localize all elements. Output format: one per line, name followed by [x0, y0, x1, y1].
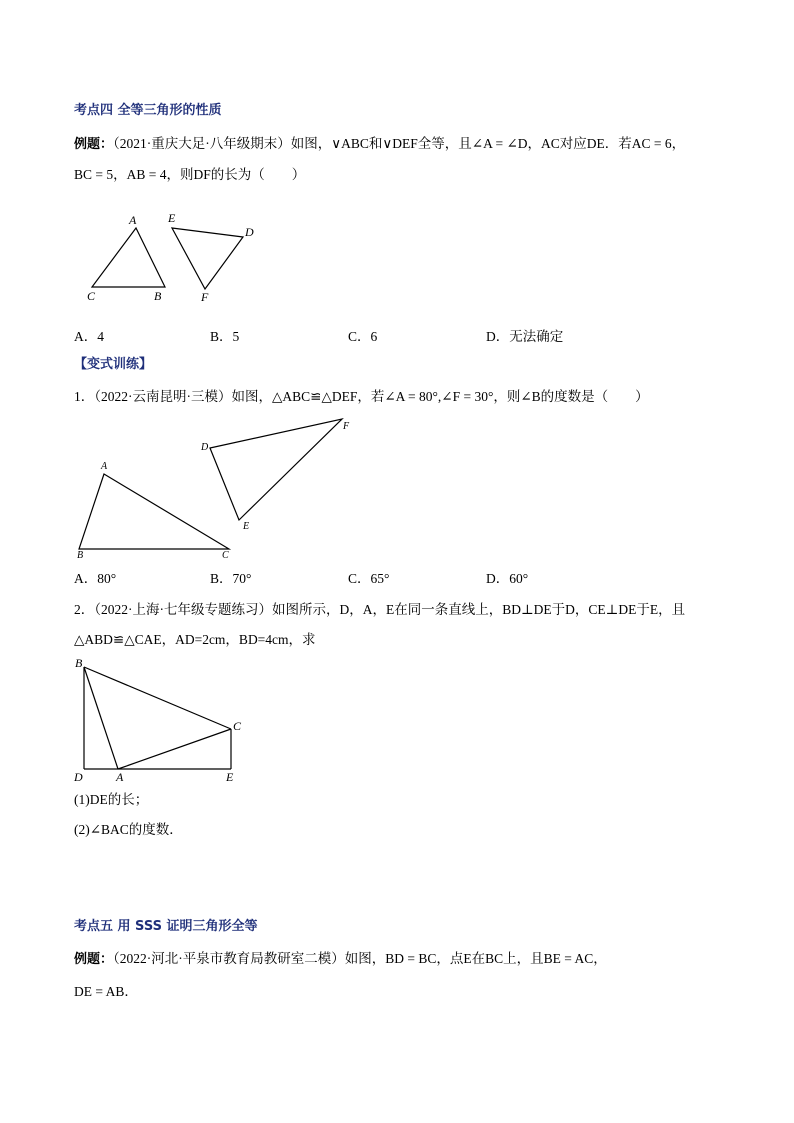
- figure-triangles-abc-def: [80, 205, 270, 305]
- label-b: B: [154, 289, 162, 303]
- example-text: （2021·重庆大足·八年级期末）如图，∨ABC和∨DEF全等，且∠A = ∠D，AC对应DE．若AC = 6，: [113, 136, 686, 151]
- option-a: A．4: [74, 329, 104, 344]
- q1-option-b: B．70°: [210, 571, 252, 586]
- label-f: F: [201, 290, 209, 304]
- segment-bc: [84, 667, 231, 729]
- label-b: B: [75, 656, 83, 670]
- triangle-def: [172, 228, 243, 289]
- q2-line2: △ABD≌△CAE，AD=2cm，BD=4cm，求: [74, 632, 316, 647]
- label-f: F: [343, 421, 350, 432]
- triangle-def: [210, 419, 342, 520]
- q1-option-a: A．80°: [74, 571, 117, 586]
- example-label: 例题：: [74, 952, 114, 967]
- q2-line1: 2．（2022·上海·七年级专题练习）如图所示，D，A，E在同一条直线上，BD⊥DE于D，CE⊥DE于E，且: [74, 602, 686, 617]
- topic5-example-line2: DE = AB．: [74, 984, 138, 999]
- figure-q2: [70, 652, 260, 787]
- label-e: E: [168, 211, 176, 225]
- label-d: D: [245, 225, 254, 239]
- label-a: A: [129, 213, 137, 227]
- label-c: C: [87, 289, 96, 303]
- label-d: D: [201, 442, 209, 453]
- label-e: E: [243, 521, 250, 532]
- figure-triangles-q1: [74, 412, 364, 562]
- option-d: D．无法确定: [486, 329, 564, 344]
- q2-part2: (2)∠BAC的度数．: [74, 822, 183, 837]
- segment-ac: [118, 729, 231, 769]
- example-label: 例题：: [74, 137, 114, 152]
- topic5-example-line1: [74, 950, 607, 969]
- label-e: E: [226, 770, 234, 784]
- example-text: （2022·河北·平泉市教育局教研室二模）如图，BD = BC，点E在BC上，且BE = AC，: [113, 951, 607, 966]
- label-b: B: [77, 550, 84, 561]
- triangle-abc: [79, 474, 229, 549]
- label-d: D: [74, 770, 83, 784]
- label-a: A: [116, 770, 124, 784]
- label-a: A: [101, 461, 108, 472]
- variant-title: 【变式训练】: [74, 357, 153, 372]
- q1-text: 1．（2022·云南昆明·三模）如图，△ABC≌△DEF，若∠A = 80°,∠F = 30°，则∠B的度数是（ ）: [74, 389, 649, 404]
- label-c: C: [222, 550, 229, 561]
- q1-option-c: C．65°: [348, 571, 390, 586]
- label-c: C: [233, 719, 242, 733]
- triangle-abc: [92, 228, 165, 287]
- q2-part1: (1)DE的长；: [74, 792, 149, 807]
- topic4-title: 考点四 全等三角形的性质: [74, 103, 222, 118]
- option-c: C．6: [348, 329, 378, 344]
- topic4-example-line2: BC = 5，AB = 4，则DF的长为（ ）: [74, 167, 306, 182]
- q1-option-d: D．60°: [486, 571, 529, 586]
- option-b: B．5: [210, 329, 240, 344]
- topic4-example-line1: [74, 135, 685, 154]
- topic5-title: 考点五 用 SSS 证明三角形全等: [74, 919, 258, 934]
- segment-ba: [84, 667, 118, 769]
